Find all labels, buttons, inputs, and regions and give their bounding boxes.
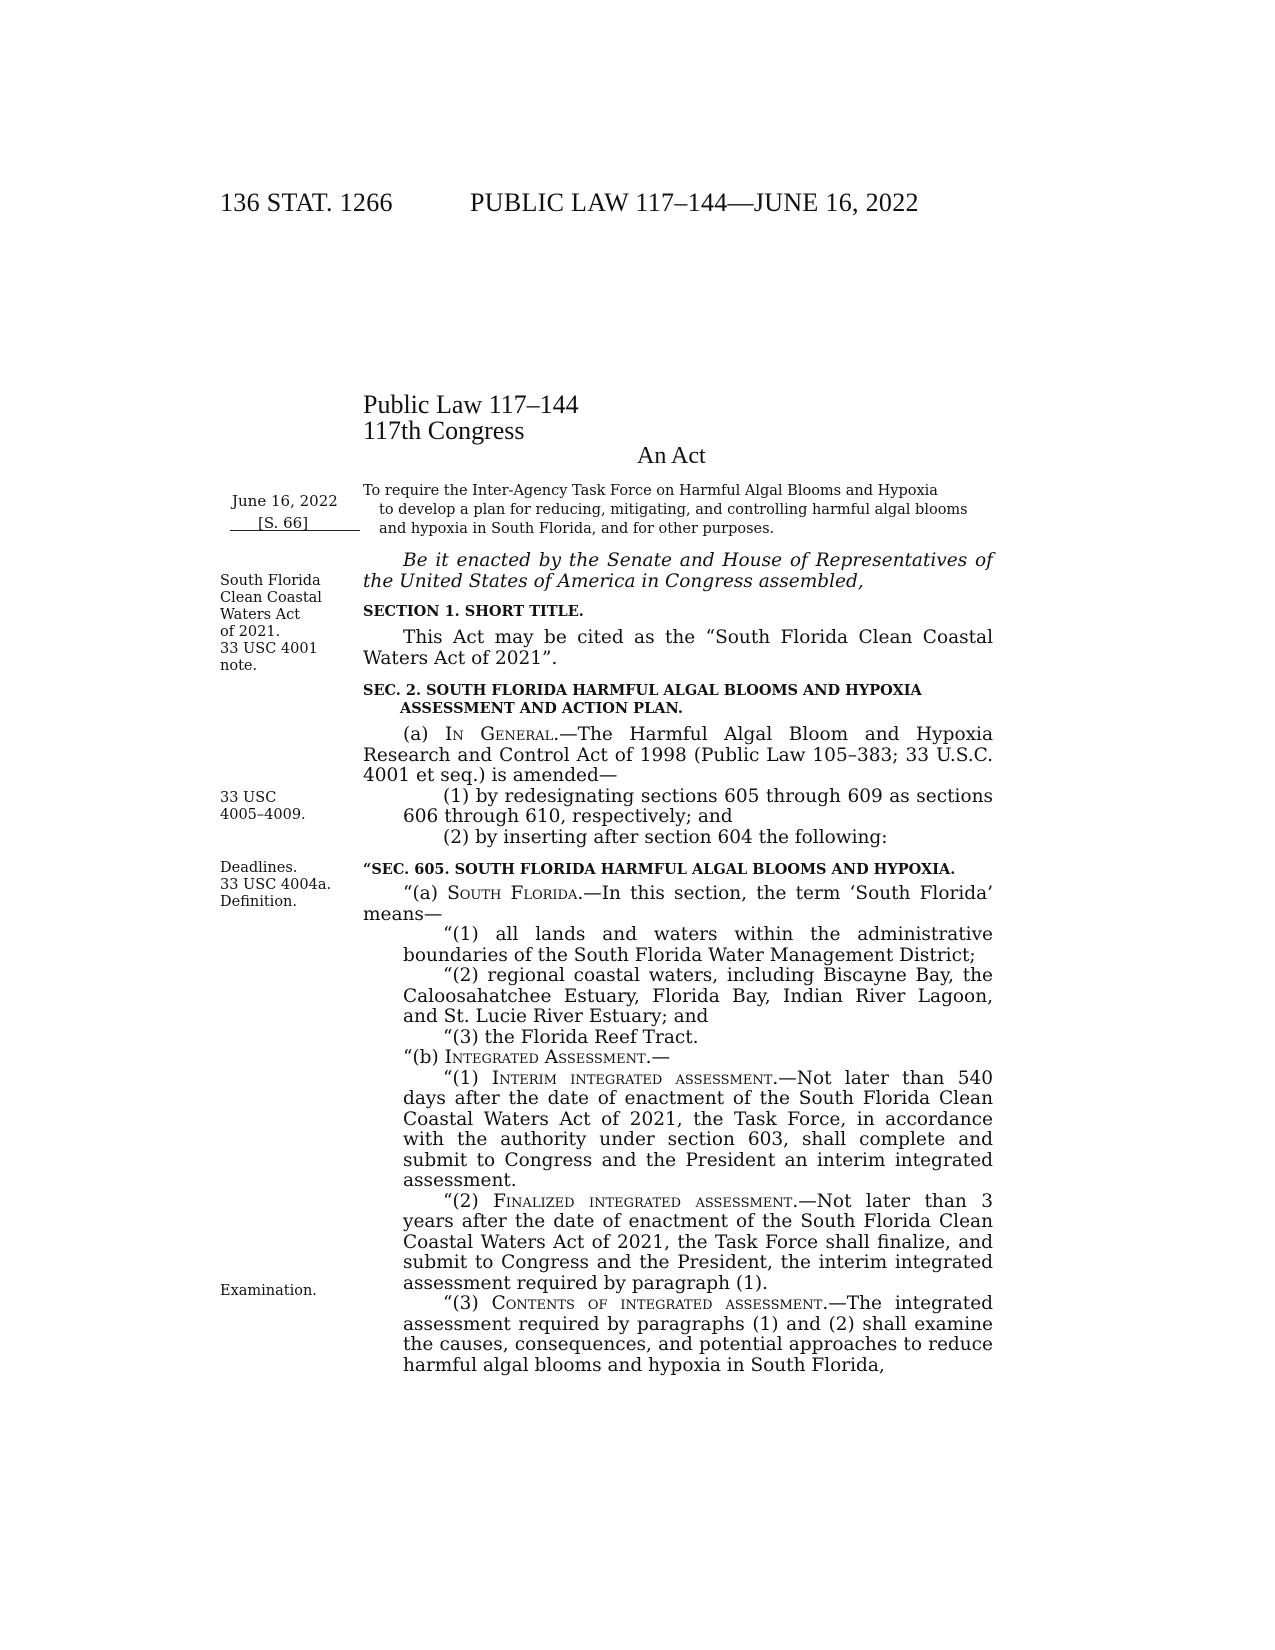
margin-note-examination: Examination.	[220, 1283, 317, 1299]
section-2-heading: SEC. 2. SOUTH FLORIDA HARMFUL ALGAL BLOOMS AND HYPOXIA ASSESSMENT AND ACTION PLAN.	[363, 682, 922, 717]
purpose-line: and hypoxia in South Florida, and for other purposes.	[379, 521, 775, 537]
running-title: PUBLIC LAW 117–144—JUNE 16, 2022	[470, 188, 919, 217]
bill-number: [S. 66]	[258, 514, 309, 532]
act-heading: An Act	[637, 443, 706, 469]
definition-item-2: “(2) regional coastal waters, including Biscayne Bay, the Caloosahatchee Estuary, Florida Bay, Indian River Lagoon, and St. Lucie River Estuary; and	[403, 965, 993, 1027]
finalized-assessment-paragraph: “(2) Finalized integrated assessment.—Not later than 3 years after the date of enactment of the South Florida Clean Coastal Waters Act of 2021, the Task Force shall finalize, and submit to Congress and the President, the interim integrated assessment required by paragraph (1).	[403, 1190, 993, 1294]
margin-note-line: of 2021.	[220, 624, 281, 640]
definition-item-1: “(1) all lands and waters within the administrative boundaries of the South Florida Water Management District;	[403, 924, 993, 966]
subsection-a-south-florida: “(a) South Florida.—In this section, the term ‘South Florida’ means—	[363, 883, 993, 925]
margin-note-sec605	[220, 860, 331, 911]
act-purpose	[363, 482, 1030, 539]
margin-note-line: Clean Coastal	[220, 590, 322, 606]
margin-note-redesignation	[220, 790, 306, 824]
public-law-number: Public Law 117–144	[363, 390, 579, 419]
margin-note-line: 33 USC 4004a.	[220, 877, 332, 893]
assessment-contents-paragraph: “(3) Contents of integrated assessment.—The integrated assessment required by paragraphs (1) and (2) shall examine the causes, consequences, and potential approaches to reduce harmful algal blooms and hypoxia in South Florida,	[403, 1293, 994, 1376]
interim-assessment-paragraph: “(1) Interim integrated assessment.—Not later than 540 days after the date of enactment of the South Florida Clean Coastal Waters Act of 2021, the Task Force, in accordance with the authority under section 603, shall complete and submit to Congress and the President an interim integrated assessment.	[403, 1067, 994, 1191]
section-605-heading: “SEC. 605. SOUTH FLORIDA HARMFUL ALGAL BLOOMS AND HYPOXIA.	[363, 861, 956, 878]
section-1-heading: SECTION 1. SHORT TITLE.	[363, 603, 584, 620]
margin-note-line: Deadlines.	[220, 860, 298, 876]
section-1-text: This Act may be cited as the “South Florida Clean Coastal Waters Act of 2021”.	[363, 627, 993, 669]
margin-note-line: Definition.	[220, 894, 297, 910]
congress-number: 117th Congress	[363, 416, 525, 445]
margin-note-line: note.	[220, 658, 258, 674]
margin-note-line: Waters Act	[220, 607, 301, 623]
margin-note-line: 4005–4009.	[220, 807, 306, 823]
margin-note-line: 33 USC	[220, 790, 277, 806]
paragraph-2: (2) by inserting after section 604 the following:	[443, 826, 888, 848]
subsection-b-integrated-assessment: “(b) Integrated Assessment.—	[403, 1047, 671, 1068]
subsection-a: (a) In General.—The Harmful Algal Bloom and Hypoxia Research and Control Act of 1998 (Public Law 105–383; 33 U.S.C. 4001 et seq.) is amended—	[363, 724, 993, 786]
margin-note-short-title	[220, 573, 322, 675]
enacting-clause: Be it enacted by the Senate and House of Representatives of the United States of America in Congress assembled,	[363, 550, 993, 592]
definition-item-3: “(3) the Florida Reef Tract.	[443, 1026, 699, 1048]
purpose-line: to develop a plan for reducing, mitigating, and controlling harmful algal blooms	[379, 502, 968, 518]
section-2-body	[363, 725, 993, 848]
section-605-body	[363, 884, 993, 1376]
paragraph-1: (1) by redesignating sections 605 through 609 as sections 606 through 610, respectively; and	[403, 785, 993, 827]
margin-note-line: South Florida	[220, 573, 321, 589]
margin-note-line: 33 USC 4001	[220, 641, 318, 657]
page-stat-citation: 136 STAT. 1266	[220, 188, 393, 217]
approval-date: June 16, 2022	[232, 492, 338, 510]
purpose-line: To require the Inter-Agency Task Force on Harmful Algal Blooms and Hypoxia	[363, 483, 938, 499]
